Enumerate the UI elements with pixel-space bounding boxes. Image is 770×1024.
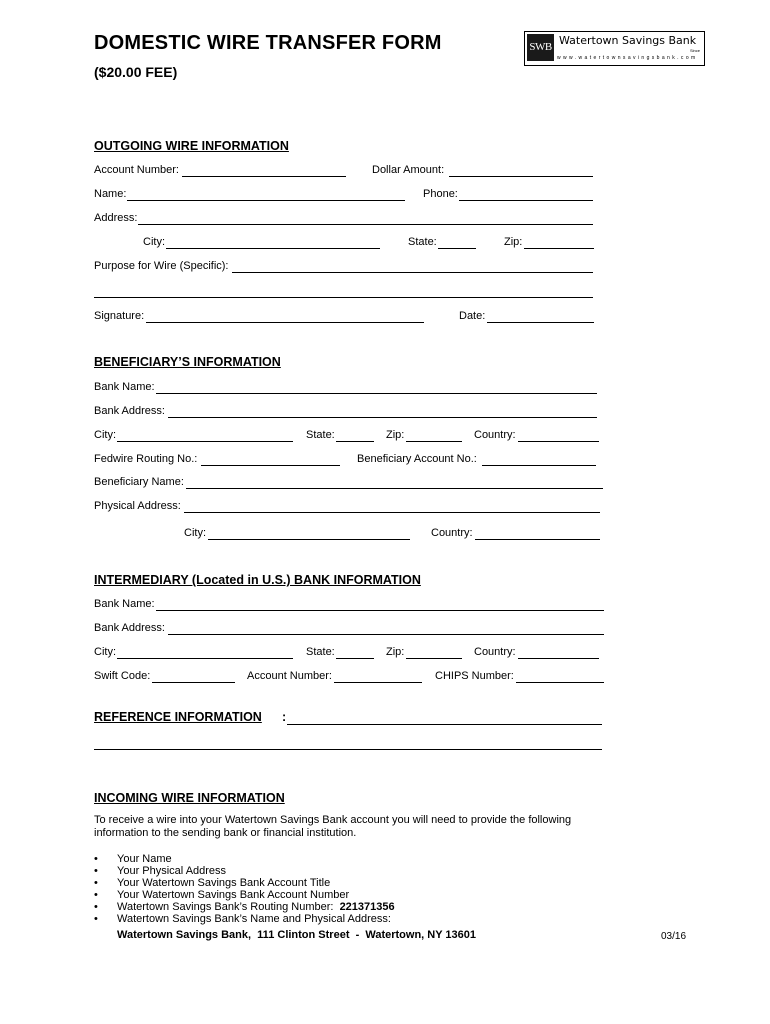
fedwire-label: Fedwire Routing No.: <box>94 453 198 465</box>
int-bank-address-field[interactable] <box>168 634 604 635</box>
signature-field[interactable] <box>146 322 424 323</box>
account-number-label: Account Number: <box>94 164 179 176</box>
dollar-amount-label: Dollar Amount: <box>372 164 445 176</box>
zip-field[interactable] <box>524 248 594 249</box>
ben-city2-field[interactable] <box>208 539 410 540</box>
int-country-field[interactable] <box>518 658 599 659</box>
list-item: • Watertown Savings Bank’s Name and Physical Address: <box>94 913 395 925</box>
state-label: State: <box>408 236 437 248</box>
list-item: • Your Watertown Savings Bank Account Title <box>94 877 395 889</box>
bank-logo <box>524 31 705 66</box>
name-label: Name: <box>94 188 127 200</box>
ben-account-no-field[interactable] <box>482 465 596 466</box>
ben-account-no-label: Beneficiary Account No.: <box>357 453 477 465</box>
purpose-label: Purpose for Wire (Specific): <box>94 260 229 272</box>
form-title: DOMESTIC WIRE TRANSFER FORM <box>94 32 442 54</box>
purpose-field[interactable] <box>232 272 593 273</box>
address-label: Address: <box>94 212 138 224</box>
int-account-number-label: Account Number: <box>247 670 332 682</box>
int-zip-label: Zip: <box>386 646 405 658</box>
incoming-intro <box>94 814 654 840</box>
chips-number-label: CHIPS Number: <box>435 670 514 682</box>
logo-url: www.watertownsavingsbank.com <box>557 55 698 61</box>
ben-bank-name-field[interactable] <box>156 393 597 394</box>
date-field[interactable] <box>487 322 594 323</box>
int-state-field[interactable] <box>336 658 374 659</box>
incoming-requirements-list <box>94 853 395 925</box>
int-zip-field[interactable] <box>406 658 462 659</box>
routing-number-value: 221371356 <box>339 901 395 913</box>
signature-label: Signature: <box>94 310 145 322</box>
name-field[interactable] <box>127 200 405 201</box>
incoming-heading: INCOMING WIRE INFORMATION <box>94 791 285 805</box>
int-country-label: Country: <box>474 646 516 658</box>
int-city-label: City: <box>94 646 116 658</box>
ben-city-label: City: <box>94 429 116 441</box>
int-account-number-field[interactable] <box>334 682 422 683</box>
ben-country2-field[interactable] <box>475 539 600 540</box>
ben-country-label: Country: <box>474 429 516 441</box>
phone-field[interactable] <box>459 200 593 201</box>
logo-tagline: Since <box>689 48 700 53</box>
reference-field-line-2[interactable] <box>94 749 602 750</box>
fedwire-field[interactable] <box>201 465 340 466</box>
routing-number-label: Watertown Savings Bank’s Routing Number: <box>117 901 334 913</box>
ben-city2-label: City: <box>184 527 206 539</box>
bank-address-line: Watertown Savings Bank, 111 Clinton Street - Watertown, NY 13601 <box>117 929 477 941</box>
physical-address-field[interactable] <box>184 512 600 513</box>
city-field[interactable] <box>166 248 380 249</box>
swift-code-field[interactable] <box>152 682 235 683</box>
zip-label: Zip: <box>504 236 523 248</box>
int-state-label: State: <box>306 646 335 658</box>
fee-note: ($20.00 FEE) <box>94 64 178 80</box>
chips-number-field[interactable] <box>516 682 604 683</box>
ben-country2-label: Country: <box>431 527 473 539</box>
ben-bank-address-field[interactable] <box>168 417 597 418</box>
form-revision: 03/16 <box>661 931 687 942</box>
int-city-field[interactable] <box>117 658 293 659</box>
list-item <box>94 901 395 913</box>
city-label: City: <box>143 236 165 248</box>
beneficiary-heading: BENEFICIARY’S INFORMATION <box>94 355 281 369</box>
list-item: • Your Watertown Savings Bank Account Number <box>94 889 395 901</box>
int-bank-address-label: Bank Address: <box>94 622 165 634</box>
swift-code-label: Swift Code: <box>94 670 151 682</box>
ben-zip-label: Zip: <box>386 429 405 441</box>
purpose-field-line-2[interactable] <box>94 297 593 298</box>
intermediary-heading: INTERMEDIARY (Located in U.S.) BANK INFORMATION <box>94 573 421 587</box>
date-label: Date: <box>459 310 486 322</box>
ben-name-label: Beneficiary Name: <box>94 476 184 488</box>
outgoing-heading: OUTGOING WIRE INFORMATION <box>94 139 289 153</box>
ben-zip-field[interactable] <box>406 441 462 442</box>
ben-state-label: State: <box>306 429 335 441</box>
list-item: • Your Physical Address <box>94 865 395 877</box>
physical-address-label: Physical Address: <box>94 500 181 512</box>
list-item: • Your Name <box>94 853 395 865</box>
ben-state-field[interactable] <box>336 441 374 442</box>
int-bank-name-label: Bank Name: <box>94 598 155 610</box>
ben-bank-address-label: Bank Address: <box>94 405 165 417</box>
ben-name-field[interactable] <box>186 488 603 489</box>
reference-field[interactable] <box>287 724 602 725</box>
logo-monogram: SWB <box>527 34 554 61</box>
ben-country-field[interactable] <box>518 441 599 442</box>
phone-label: Phone: <box>423 188 458 200</box>
int-bank-name-field[interactable] <box>156 610 604 611</box>
state-field[interactable] <box>438 248 476 249</box>
account-number-field[interactable] <box>182 176 346 177</box>
ben-bank-name-label: Bank Name: <box>94 381 155 393</box>
incoming-intro-line-1: To receive a wire into your Watertown Savings Bank account you will need to provide the following <box>94 814 572 826</box>
reference-heading: REFERENCE INFORMATION <box>94 710 262 724</box>
reference-colon: : <box>282 710 287 724</box>
incoming-intro-line-2: information to the sending bank or financial institution. <box>94 827 357 839</box>
dollar-amount-field[interactable] <box>449 176 593 177</box>
logo-bank-name: Watertown Savings Bank <box>559 34 697 47</box>
address-field[interactable] <box>138 224 593 225</box>
ben-city-field[interactable] <box>117 441 293 442</box>
